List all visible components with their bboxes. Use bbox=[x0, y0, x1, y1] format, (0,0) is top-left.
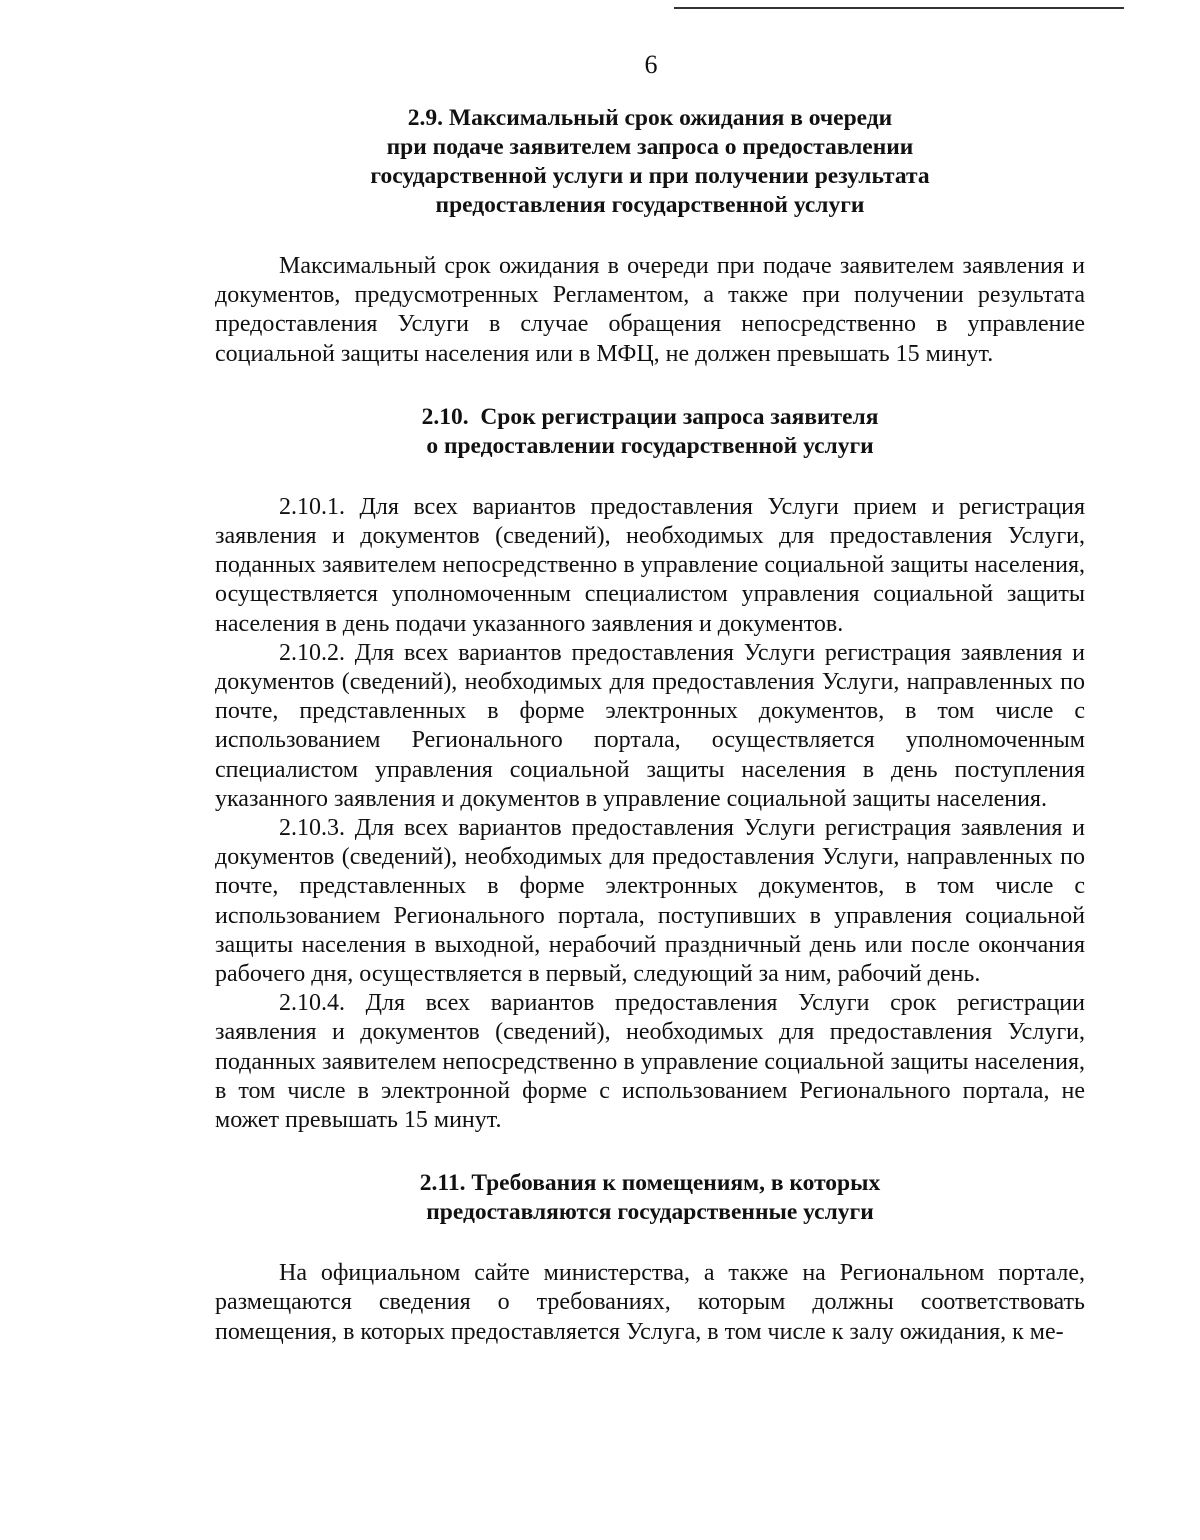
heading-line: предоставления государственной услуги bbox=[435, 192, 865, 218]
section-2-10-heading bbox=[215, 403, 1085, 461]
section-2-9-heading bbox=[215, 104, 1085, 220]
heading-line: государственной услуги и при получении результата bbox=[370, 163, 930, 189]
heading-line: предоставляются государственные услуги bbox=[426, 1199, 874, 1226]
paragraph-2-9: Максимальный срок ожидания в очереди при подаче заявителем заявления и документов, предусмотренных Регламентом, а также при получении результата предоставления Услуги в случае обращения непосредственно в управление социальной защиты населения или в МФЦ, не должен превышать 15 минут. bbox=[215, 253, 1085, 367]
section-2-11-heading bbox=[215, 1169, 1085, 1227]
document-body bbox=[215, 104, 1085, 1347]
heading-line: 2.10. Срок регистрации запроса заявителя bbox=[421, 403, 879, 430]
scan-edge-line bbox=[674, 7, 1124, 9]
heading-line: 2.11. Требования к помещениям, в которых bbox=[419, 1170, 881, 1197]
heading-line: при подаче заявителем запроса о предоставлении bbox=[386, 134, 914, 160]
page-number: 6 bbox=[644, 50, 658, 79]
paragraph-2-10-4: 2.10.4. Для всех вариантов предоставления Услуги срок регистрации заявления и документов (сведений), необходимых для предоставления Услуги, поданных заявителем непосредственно в управление социальной защиты населения, в том числе в электронной форме с использованием Регионального портала, не может превышать 15 минут. bbox=[215, 990, 1085, 1134]
heading-line: 2.9. Максимальный срок ожидания в очереди bbox=[407, 105, 893, 131]
paragraph-2-10-2: 2.10.2. Для всех вариантов предоставления Услуги регистрация заявления и документов (сведений), необходимых для предоставления Услуги, направленных по почте, представленных в форме электронных документов, в том числе с использованием Регионального портала, осуществляется уполномоченным специалистом управления социальной защиты населения в день поступления указанного заявления и документов в управление социальной защиты населения. bbox=[215, 639, 1085, 812]
paragraph-2-10-3: 2.10.3. Для всех вариантов предоставления Услуги регистрация заявления и документов (сведений), необходимых для предоставления Услуги, направленных по почте, представленных в форме электронных документов, в том числе с использованием Регионального портала, поступивших в управления социальной защиты населения в выходной, нерабочий праздничный день или после окончания рабочего дня, осуществляется в первый, следующий за ним, рабочий день. bbox=[215, 815, 1085, 988]
paragraph-2-11: На официальном сайте министерства, а также на Региональном портале, размещаются сведения о требованиях, которым должны соответствовать помещения, в которых предоставляется Услуга, в том числе к залу ожидания, к ме- bbox=[215, 1260, 1085, 1345]
paragraph-2-10-1: 2.10.1. Для всех вариантов предоставления Услуги прием и регистрация заявления и документов (сведений), необходимых для предоставления Услуги, поданных заявителем непосредственно в управление социальной защиты населения, осуществляется уполномоченным специалистом управления социальной защиты населения в день подачи указанного заявления и документов. bbox=[215, 493, 1085, 637]
heading-line: о предоставлении государственной услуги bbox=[426, 432, 874, 459]
